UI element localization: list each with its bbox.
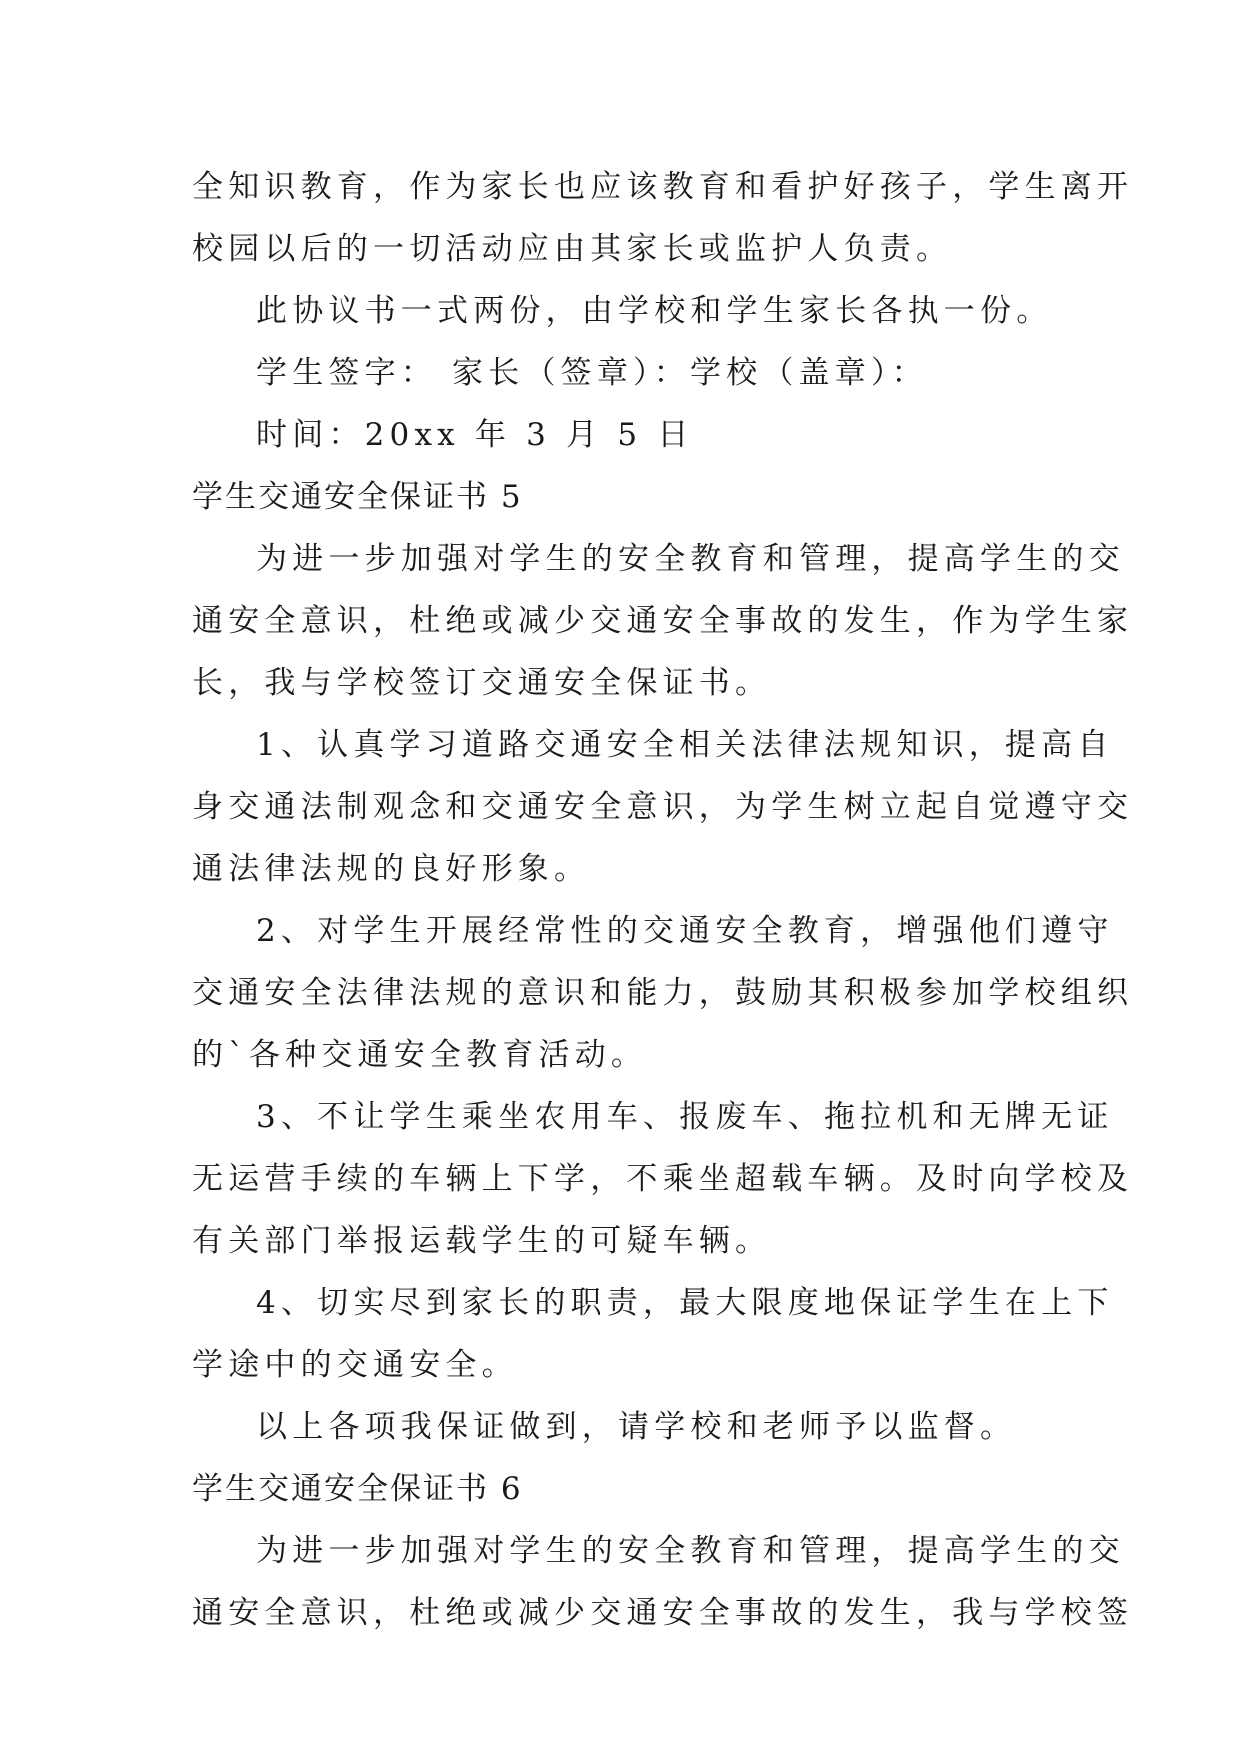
text-line: 此协议书一式两份，由学校和学生家长各执一份。 <box>256 293 1053 329</box>
text-line: 全知识教育，作为家长也应该教育和看护好孩子，学生离开 <box>192 169 1134 205</box>
document-page <box>192 156 1134 1644</box>
text-line: 4、切实尽到家长的职责，最大限度地保证学生在上下 <box>256 1285 1114 1321</box>
text-line: 为进一步加强对学生的安全教育和管理，提高学生的交 <box>256 541 1125 577</box>
text-line: 为进一步加强对学生的安全教育和管理，提高学生的交 <box>256 1533 1125 1569</box>
text-line: 通法律法规的良好形象。 <box>192 851 591 887</box>
text-line: 交通安全法律法规的意识和能力，鼓励其积极参加学校组织 <box>192 975 1134 1011</box>
text-line: 通安全意识，杜绝或减少交通安全事故的发生，我与学校签 <box>192 1595 1134 1631</box>
text-line: 通安全意识，杜绝或减少交通安全事故的发生，作为学生家 <box>192 603 1134 639</box>
text-line: 学生签字： 家长（签章）：学校（盖章）： <box>256 355 928 391</box>
text-line: 长，我与学校签订交通安全保证书。 <box>192 665 772 701</box>
text-line: 无运营手续的车辆上下学，不乘坐超载车辆。及时向学校及 <box>192 1161 1134 1197</box>
text-line: 3、不让学生乘坐农用车、报废车、拖拉机和无牌无证 <box>256 1099 1114 1135</box>
text-line: 以上各项我保证做到，请学校和老师予以监督。 <box>256 1409 1017 1445</box>
text-line: 学途中的交通安全。 <box>192 1347 518 1383</box>
text-line: 校园以后的一切活动应由其家长或监护人负责。 <box>192 231 953 267</box>
text-line: 的`各种交通安全教育活动。 <box>192 1037 648 1073</box>
text-line: 1、认真学习道路交通安全相关法律法规知识，提高自 <box>256 727 1114 763</box>
text-line: 时间：20xx 年 3 月 5 日 <box>256 417 694 453</box>
section-heading: 学生交通安全保证书 5 <box>192 479 523 515</box>
text-line: 身交通法制观念和交通安全意识，为学生树立起自觉遵守交 <box>192 789 1134 825</box>
text-line: 2、对学生开展经常性的交通安全教育，增强他们遵守 <box>256 913 1114 949</box>
text-line: 有关部门举报运载学生的可疑车辆。 <box>192 1223 772 1259</box>
section-heading: 学生交通安全保证书 6 <box>192 1471 523 1507</box>
